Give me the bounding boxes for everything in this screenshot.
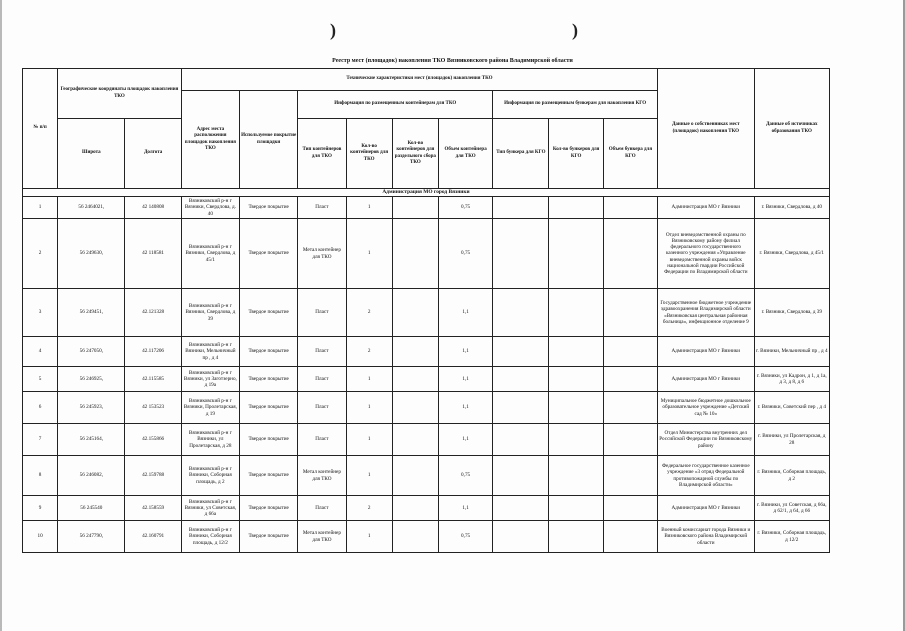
col-header-container-count: Кол-во контейнеров для ТКО xyxy=(346,119,392,189)
table-row xyxy=(23,219,830,289)
table-row xyxy=(23,337,830,367)
col-header-num: № п/п xyxy=(23,69,58,189)
row-lat: 56 245540 xyxy=(58,496,125,521)
row-surface: Твердое покрытие xyxy=(240,197,298,219)
row-container-type: Пласт xyxy=(298,367,346,392)
row-bunker-type xyxy=(493,337,549,367)
row-owner: Администрация МО г Вязники xyxy=(658,496,754,521)
section-title: Администрация МО город Вязники xyxy=(23,189,830,197)
row-lon: 42.160791 xyxy=(125,521,181,553)
row-container-count: 1 xyxy=(346,521,392,553)
table-row xyxy=(23,521,830,553)
row-bunker-count xyxy=(549,521,603,553)
scan-edge-left xyxy=(0,0,2,631)
col-header-bunker-count: Кол-во бункеров для КГО xyxy=(549,119,603,189)
row-bunker-count xyxy=(549,392,603,424)
row-lat: 56 2464021, xyxy=(58,197,125,219)
row-bunker-count xyxy=(549,337,603,367)
row-sources: г. Вязники, Соборная площадь, д 2 xyxy=(754,456,829,496)
row-bunker-type xyxy=(493,521,549,553)
row-address: Вязниковский р-н г Вязники, Свердлова, д. 40 xyxy=(181,197,239,219)
row-surface: Твердое покрытие xyxy=(240,219,298,289)
row-container-type: Пласт xyxy=(298,424,346,456)
row-bunker-count xyxy=(549,219,603,289)
row-lat: 56 245164, xyxy=(58,424,125,456)
col-header-lon: Долгота xyxy=(125,119,181,189)
table-row xyxy=(23,496,830,521)
row-sources: г. Вязники, Свердлова, д 39 xyxy=(754,289,829,337)
table-row xyxy=(23,289,830,337)
row-container-count: 1 xyxy=(346,424,392,456)
row-owner: Администрация МО г Вязники xyxy=(658,367,754,392)
row-address: Вязниковский р-н г Вязники, Соборная площадь, д 2 xyxy=(181,456,239,496)
col-header-sources: Данные об источниках образования ТКО xyxy=(754,69,829,189)
row-surface: Твердое покрытие xyxy=(240,392,298,424)
row-separate-count xyxy=(392,219,438,289)
row-num: 7 xyxy=(23,424,58,456)
row-bunker-volume xyxy=(603,367,657,392)
row-bunker-count xyxy=(549,424,603,456)
row-num: 4 xyxy=(23,337,58,367)
row-container-type: Метал контейнер для ТКО xyxy=(298,456,346,496)
table-row xyxy=(23,456,830,496)
row-bunker-type xyxy=(493,219,549,289)
col-header-bunker-type: Тип бункера для КГО xyxy=(493,119,549,189)
row-num: 1 xyxy=(23,197,58,219)
row-owner: Администрация МО г Вязники xyxy=(658,337,754,367)
row-sources: г. Вязники, Свердлова, д 40 xyxy=(754,197,829,219)
col-header-container-type: Тип контейнеров для ТКО xyxy=(298,119,346,189)
row-surface: Твердое покрытие xyxy=(240,521,298,553)
row-address: Вязниковский р-н г Вязники, Свердлова, д 39 xyxy=(181,289,239,337)
row-container-volume: 1,1 xyxy=(438,289,492,337)
row-lat: 56 249451, xyxy=(58,289,125,337)
row-address: Вязниковский р-н г Вязники, Свердлова, д 45/1 xyxy=(181,219,239,289)
row-surface: Твердое покрытие xyxy=(240,496,298,521)
row-lon: 42 153523 xyxy=(125,392,181,424)
row-separate-count xyxy=(392,496,438,521)
row-num: 10 xyxy=(23,521,58,553)
row-bunker-type xyxy=(493,456,549,496)
row-container-volume: 0,75 xyxy=(438,521,492,553)
row-address: Вязниковский р-н г Вязники, ул Заготзерно, д 19а xyxy=(181,367,239,392)
row-lat: 56 247790, xyxy=(58,521,125,553)
row-num: 8 xyxy=(23,456,58,496)
row-bunker-type xyxy=(493,197,549,219)
row-container-volume: 0,75 xyxy=(438,456,492,496)
row-separate-count xyxy=(392,367,438,392)
row-bunker-count xyxy=(549,496,603,521)
row-separate-count xyxy=(392,456,438,496)
row-lon: 42.158559 xyxy=(125,496,181,521)
row-bunker-count xyxy=(549,367,603,392)
col-header-separate-count: Кол-во контейнеров для раздельного сбора ТКО xyxy=(392,119,438,189)
row-lon: 42 118581 xyxy=(125,219,181,289)
row-num: 5 xyxy=(23,367,58,392)
row-owner: Государственное бюджетное учреждение здравоохранения Владимирской области «Вязниковская центральная районная больница», инфекционное отделение 9 xyxy=(658,289,754,337)
row-lon: 42.159788 xyxy=(125,456,181,496)
row-container-volume: 1,1 xyxy=(438,424,492,456)
row-sources: г. Вязники, ул Пролетарская, д 28 xyxy=(754,424,829,456)
col-header-lat: Широта xyxy=(58,119,125,189)
row-separate-count xyxy=(392,197,438,219)
row-lat: 56 246082, xyxy=(58,456,125,496)
row-bunker-volume xyxy=(603,521,657,553)
row-surface: Твердое покрытие xyxy=(240,424,298,456)
col-header-container-volume: Объем контейнера для ТКО xyxy=(438,119,492,189)
row-bunker-count xyxy=(549,289,603,337)
table-row xyxy=(23,424,830,456)
row-owner: Муниципальное бюджетное дошкольное образовательное учреждение «Детский сад № 10» xyxy=(658,392,754,424)
row-sources: г. Вязники, Советский пер , д 4 xyxy=(754,392,829,424)
col-header-bunker-volume: Объем бункера для КГО xyxy=(603,119,657,189)
row-container-type: Пласт xyxy=(298,197,346,219)
row-container-type: Метал контейнер для ТКО xyxy=(298,521,346,553)
row-container-type: Пласт xyxy=(298,392,346,424)
row-container-volume: 1,1 xyxy=(438,337,492,367)
row-address: Вязниковский р-н г Вязники, ул Советская, д 66а xyxy=(181,496,239,521)
row-container-count: 1 xyxy=(346,197,392,219)
row-lon: 42.155866 xyxy=(125,424,181,456)
row-num: 2 xyxy=(23,219,58,289)
row-container-count: 1 xyxy=(346,219,392,289)
row-address: Вязниковский р-н г Вязники, ул Пролетарская, д 28 xyxy=(181,424,239,456)
row-bunker-volume xyxy=(603,392,657,424)
row-container-count: 1 xyxy=(346,367,392,392)
row-surface: Твердое покрытие xyxy=(240,289,298,337)
row-lat: 56 247050, xyxy=(58,337,125,367)
row-bunker-volume xyxy=(603,337,657,367)
col-header-address: Адрес места расположения площадок накопления ТКО xyxy=(181,91,239,189)
binder-hole-mark: ) xyxy=(572,20,578,40)
row-container-type: Пласт xyxy=(298,496,346,521)
row-container-volume: 1,1 xyxy=(438,392,492,424)
row-container-volume: 0,75 xyxy=(438,197,492,219)
row-num: 6 xyxy=(23,392,58,424)
row-container-count: 2 xyxy=(346,337,392,367)
row-bunker-type xyxy=(493,289,549,337)
row-bunker-count xyxy=(549,197,603,219)
col-header-containers: Информация по размещенным контейнерам для ТКО xyxy=(298,91,493,119)
binder-hole-mark: ) xyxy=(330,20,336,40)
row-container-volume: 1,1 xyxy=(438,367,492,392)
row-bunker-volume xyxy=(603,219,657,289)
row-bunker-volume xyxy=(603,289,657,337)
table-row xyxy=(23,197,830,219)
document-title: Реестр мест (площадок) накопления ТКО Вязниковского района Владимирской области xyxy=(332,58,573,64)
row-separate-count xyxy=(392,392,438,424)
col-header-owner: Данные о собственниках мест (площадок) накопления ТКО xyxy=(658,69,754,189)
row-lat: 56 246925, xyxy=(58,367,125,392)
row-lat: 56 249630, xyxy=(58,219,125,289)
row-owner: Военный комиссариат города Вязники и Вязниковского района Владимирской области xyxy=(658,521,754,553)
row-address: Вязниковский р-н г Вязники, Соборная площадь, д 12/2 xyxy=(181,521,239,553)
row-num: 3 xyxy=(23,289,58,337)
col-header-bunkers: Информация по размещенным бункерам для накопления КГО xyxy=(493,91,658,119)
table-row xyxy=(23,367,830,392)
row-separate-count xyxy=(392,337,438,367)
row-bunker-volume xyxy=(603,496,657,521)
col-header-tech: Технические характеристики мест (площадок) накопления ТКО xyxy=(181,69,657,91)
row-bunker-volume xyxy=(603,197,657,219)
row-surface: Твердое покрытие xyxy=(240,456,298,496)
row-sources: г. Вязники, ул Кадрон, д 1, д 1а, д 3, д 8, д 6 xyxy=(754,367,829,392)
row-lon: 42.117206 xyxy=(125,337,181,367)
row-sources: г. Вязники, Свердлова, д 45/1 xyxy=(754,219,829,289)
row-container-count: 2 xyxy=(346,289,392,337)
row-container-volume: 1,1 xyxy=(438,496,492,521)
row-container-type: Пласт xyxy=(298,337,346,367)
row-separate-count xyxy=(392,289,438,337)
row-address: Вязниковский р-н г Вязники, Пролетарская, д 19 xyxy=(181,392,239,424)
row-bunker-count xyxy=(549,456,603,496)
row-owner: Администрация МО г Вязники xyxy=(658,197,754,219)
row-bunker-volume xyxy=(603,424,657,456)
row-owner: Отдел Министерства внутренних дел Российской Федерации по Вязниковскому району xyxy=(658,424,754,456)
row-container-count: 1 xyxy=(346,456,392,496)
row-surface: Твердое покрытие xyxy=(240,367,298,392)
row-lat: 56 245923, xyxy=(58,392,125,424)
row-bunker-type xyxy=(493,496,549,521)
row-container-count: 1 xyxy=(346,392,392,424)
row-num: 9 xyxy=(23,496,58,521)
row-container-count: 2 xyxy=(346,496,392,521)
row-surface: Твердое покрытие xyxy=(240,337,298,367)
registry-table xyxy=(22,68,830,553)
row-address: Вязниковский р-н г Вязники, Мельничный пр , д 4 xyxy=(181,337,239,367)
row-sources: г. Вязники, Соборная площадь, д 12/2 xyxy=(754,521,829,553)
row-separate-count xyxy=(392,521,438,553)
table-row xyxy=(23,392,830,424)
row-sources: г. Вязники, ул Советская, д 66а, д 62/1, д 64, д 66 xyxy=(754,496,829,521)
row-lon: 42.121328 xyxy=(125,289,181,337)
row-owner: Отдел вневедомственной охраны по Вязниковскому району филиал федерального государственного казенного учреждения «Управление вневедомственной охраны войск национальной гвардии Российской Федерации по Владимирской области xyxy=(658,219,754,289)
row-container-volume: 0,75 xyxy=(438,219,492,289)
row-separate-count xyxy=(392,424,438,456)
row-owner: Федеральное государственное казенное учреждение «3 отряд Федеральной противопожарной службы по Владимирской области» xyxy=(658,456,754,496)
row-bunker-type xyxy=(493,424,549,456)
row-container-type: Метал контейнер для ТКО xyxy=(298,219,346,289)
row-bunker-type xyxy=(493,392,549,424)
row-bunker-type xyxy=(493,367,549,392)
row-sources: г. Вязники, Мельничный пр , д 4 xyxy=(754,337,829,367)
row-lon: 42 140808 xyxy=(125,197,181,219)
row-lon: 42.115585 xyxy=(125,367,181,392)
row-bunker-volume xyxy=(603,456,657,496)
row-container-type: Пласт xyxy=(298,289,346,337)
col-header-geo: Географические координаты площадок накопления ТКО xyxy=(58,69,182,119)
col-header-surface: Используемое покрытие площадки xyxy=(240,91,298,189)
